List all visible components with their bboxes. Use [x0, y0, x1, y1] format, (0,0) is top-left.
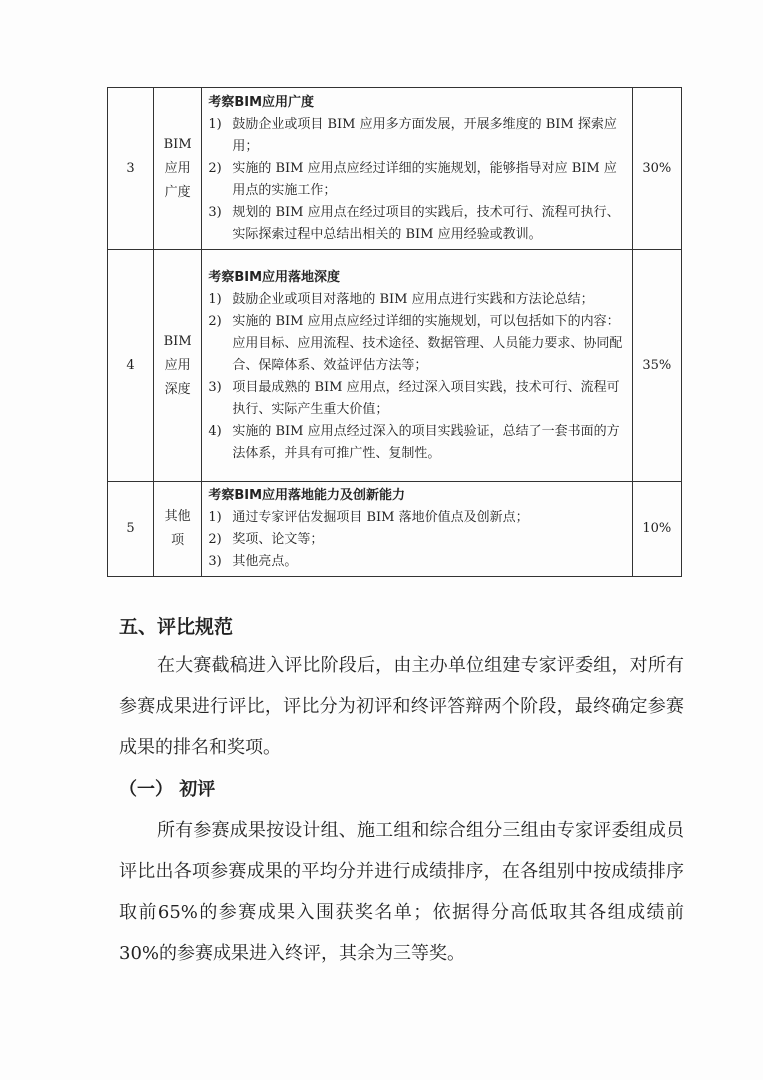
item-number: 3) [208, 554, 222, 569]
item-number: 1) [208, 116, 222, 132]
row-description [202, 88, 632, 250]
row-name-line: BIM [163, 136, 192, 152]
list-item [208, 377, 627, 421]
item-text: 实施的 BIM 应用点应经过详细的实施规划，能够指导对应 BIM 应用点的实施工作； [232, 160, 617, 198]
list-item [208, 421, 627, 465]
row-weight: 35% [632, 250, 681, 482]
item-number: 3) [208, 379, 222, 395]
row-name-line: 广度 [164, 184, 191, 200]
item-number: 1) [208, 510, 222, 525]
list-item [208, 289, 627, 311]
item-text: 通过专家评估发掘项目 BIM 落地价值点及创新点； [232, 510, 529, 525]
row-description [202, 482, 632, 577]
table-row [108, 88, 682, 250]
row-weight: 30% [632, 88, 681, 250]
table-row [108, 482, 682, 577]
item-text: 实施的 BIM 应用点应经过详细的实施规划，可以包括如下的内容：应用目标、应用流程、技术途径、数据管理、人员能力要求、协同配合、保障体系、效益评估方法等； [232, 313, 623, 373]
row-title: 考察BIM应用广度 [208, 94, 315, 110]
item-number: 2) [208, 160, 222, 176]
list-item [208, 311, 627, 377]
item-text: 其他亮点。 [232, 554, 298, 569]
item-text: 规划的 BIM 应用点在经过项目的实践后，技术可行、流程可执行、实际探索过程中总结出相关的 BIM 应用经验或教训。 [232, 204, 620, 242]
row-index: 4 [108, 250, 154, 482]
item-number: 4) [208, 423, 222, 439]
section-heading: 五、评比规范 [119, 616, 234, 638]
row-name-line: 应用 [164, 357, 191, 373]
item-text: 鼓励企业或项目 BIM 应用多方面发展，开展多维度的 BIM 探索应用； [232, 116, 617, 154]
row-description [202, 250, 632, 482]
section-intro-paragraph: 在大赛截稿进入评比阶段后，由主办单位组建专家评委组，对所有参赛成果进行评比，评比分为初评和终评答辩两个阶段，最终确定参赛成果的排名和奖项。 [119, 655, 684, 758]
row-index: 5 [108, 482, 154, 577]
row-name [153, 482, 201, 577]
item-number: 2) [208, 532, 222, 547]
item-number: 1) [208, 291, 222, 307]
row-name [153, 250, 201, 482]
item-text: 奖项、论文等； [232, 532, 324, 547]
item-number: 3) [208, 204, 222, 220]
row-name-line: 应用 [164, 160, 191, 176]
row-index: 3 [108, 88, 154, 250]
row-weight: 10% [632, 482, 681, 577]
row-name-line: 项 [171, 533, 185, 548]
table-row [108, 250, 682, 482]
list-item [208, 529, 627, 551]
subsection-paragraph: 所有参赛成果按设计组、施工组和综合组分三组由专家评委组成员评比出各项参赛成果的平均分并进行成绩排序，在各组别中按成绩排序取前65%的参赛成果入围获奖名单；依据得分高低取其各组成绩前30%的参赛成果进入终评，其余为三等奖。 [119, 820, 684, 964]
item-text: 鼓励企业或项目对落地的 BIM 应用点进行实践和方法论总结； [232, 291, 594, 307]
row-title: 考察BIM应用落地能力及创新能力 [208, 488, 406, 503]
row-name-line: 其他 [164, 509, 191, 524]
list-item [208, 551, 627, 573]
list-item [208, 114, 627, 158]
list-item [208, 202, 627, 246]
subsection-heading: （一） 初评 [119, 779, 216, 800]
row-title: 考察BIM应用落地深度 [208, 269, 341, 285]
item-text: 实施的 BIM 应用点经过深入的项目实践验证，总结了一套书面的方法体系，并具有可推广性、复制性。 [232, 423, 620, 461]
row-name [153, 88, 201, 250]
item-number: 2) [208, 313, 222, 329]
list-item [208, 507, 627, 529]
list-item [208, 158, 627, 202]
criteria-table [107, 87, 682, 577]
item-text: 项目最成熟的 BIM 应用点，经过深入项目实践，技术可行、流程可执行、实际产生重大价值； [232, 379, 620, 417]
row-name-line: 深度 [164, 381, 191, 397]
row-name-line: BIM [163, 333, 192, 349]
